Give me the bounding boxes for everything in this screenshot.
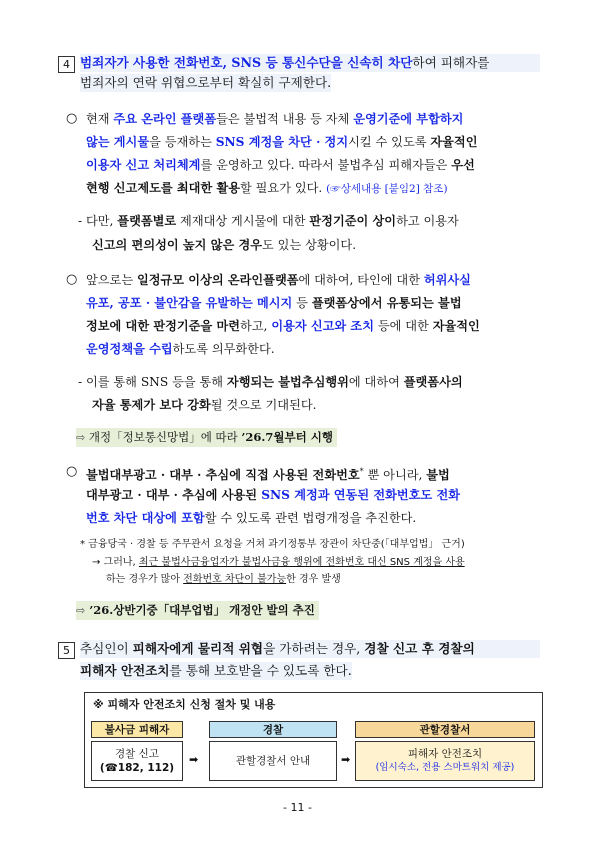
p3-footnote-line3: 하는 경우가 많아 전화번호 차단이 불가능한 경우 발생 [106,574,341,585]
p2-line4: 운영정책을 수립하도록 의무화한다. [86,342,275,356]
p3-footnote-line2: → 그러나, 최근 불법사금융업자가 불법사금융 행위에 전화번호 대신 SNS 계정을 사용 [92,557,465,568]
p2-line2: 유포, 공포 · 불안감을 유발하는 메시지 등 플랫폼상에서 유통되는 불법 [86,296,462,310]
procedure-title: ※ 피해자 안전조치 신청 절차 및 내용 [93,698,276,711]
p3-line3: 번호 차단 대상에 포함할 수 있도록 관련 법령개정을 추진한다. [86,511,417,525]
p1-line1: 현재 주요 온라인 플랫폼들은 불법적 내용 등 자체 운영기준에 부합하지 [86,112,464,126]
header-police-station: 관할경찰서 [355,721,535,738]
item5-line1: 추심인이 피해자에게 물리적 위협을 가하려는 경우, 경찰 신고 후 경찰의 [80,640,540,658]
p3-footnote-line1: * 금융당국 · 경찰 등 주무관서 요청을 거쳐 과기정통부 장관이 차단중(「대부업법」 근거) [80,539,465,550]
item-number-5: 5 [58,642,75,659]
p1-sub-line2: 신고의 편의성이 높지 않은 경우도 있는 상황이다. [92,238,357,252]
header-victim: 불사금 피해자 [91,721,183,738]
p3-line2: 대부광고 · 대부 · 추심에 사용된 SNS 계정과 연동된 전화번호도 전화 [86,488,460,502]
item5-line2: 피해자 안전조치를 통해 보호받을 수 있도록 한다. [80,663,352,678]
p3-result-note: ⇨ ’26.상반기중「대부업법」 개정안 발의 추진 [76,601,319,620]
cell-report-phone: (☎182, 112) [99,762,175,774]
cell-report-text: 경찰 신고 [115,748,159,760]
p1-line2: 않는 게시물을 등재하는 SNS 계정을 차단 · 정지시킬 수 있도록 자율적인 [86,135,478,149]
p2-line3: 정보에 대한 판정기준을 마련하고, 이용자 신고와 조치 등에 대한 자율적인 [86,319,480,333]
item-number-4: 4 [58,56,75,73]
page-number: - 11 - [283,801,312,814]
circle-bullet-icon: ○ [66,272,78,287]
header-police: 경찰 [209,721,337,738]
p2-result-note: ⇨ 개정「정보통신망법」에 따라 ’26.7월부터 시행 [76,428,337,447]
circle-bullet-icon: ○ [66,464,78,479]
p1-sub-line1: - 다만, 플랫폼별로 제재대상 게시물에 대한 판정기준이 상이하고 이용자 [78,214,459,228]
p1-line3: 이용자 신고 처리체계를 운영하고 있다. 따라서 불법추심 피해자들은 우선 [86,158,475,172]
cell-report [91,741,183,781]
p3-line1: 불법대부광고 · 대부 · 추심에 직접 사용된 전화번호* 뿐 아니라, 불법 [86,467,450,483]
item4-line1: 범죄자가 사용한 전화번호, SNS 등 통신수단을 신속히 차단하여 피해자를 [80,54,540,72]
cell-safety-measure [355,741,535,781]
circle-bullet-icon: ○ [66,111,78,126]
p2-sub-line2: 자율 통제가 보다 강화될 것으로 기대된다. [92,398,317,412]
cell-safety-title: 피해자 안전조치 [407,748,483,760]
double-arrow-icon: ⇨ [76,604,86,617]
cell-safety-detail: (임시숙소, 전용 스마트워치 제공) [375,762,515,773]
p2-line1: 앞으로는 일정규모 이상의 온라인플랫폼에 대하여, 타인에 대한 허위사실 [86,273,471,287]
procedure-box [84,692,543,788]
p1-line4: 현행 신고제도를 최대한 활용할 필요가 있다. (☞상세내용 [붙임2] 참조) [86,181,448,195]
p2-sub-line1: - 이를 통해 SNS 등을 통해 자행되는 불법추심행위에 대하여 플랫폼사의 [78,375,463,389]
double-arrow-icon: ⇨ [76,431,86,444]
arrow-right-icon: → [92,557,101,568]
flow-arrow-icon: ➡ [341,753,351,766]
item4-line2: 범죄자의 연락 위협으로부터 확실히 구제한다. [80,75,332,90]
cell-guidance: 관할경찰서 안내 [209,741,337,781]
flow-arrow-icon: ➡ [189,753,199,766]
